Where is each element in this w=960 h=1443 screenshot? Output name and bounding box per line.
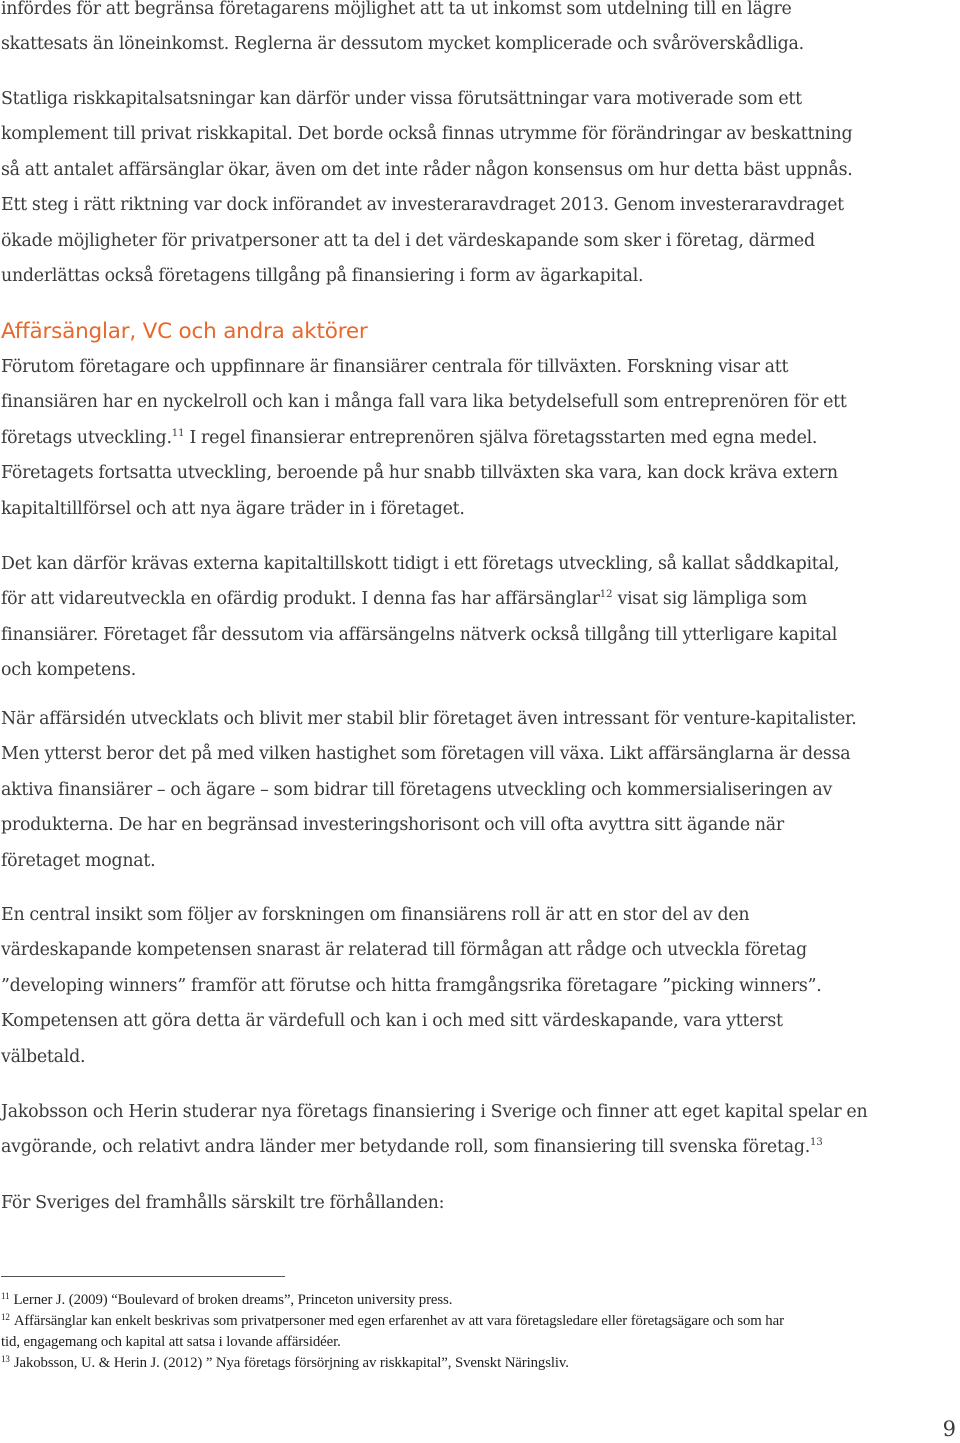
footnote-text: Affärsänglar kan enkelt beskrivas som privatpersoner med egen erfarenhet av att vara företagsledare eller företagsägare och som har	[13, 1313, 784, 1329]
text-line: aktiva finansiärer – och ägare – som bidrar till företagens utveckling och kommersialiseringen av	[1, 779, 833, 800]
text-line: Förutom företagare och uppfinnare är finansiärer centrala för tillväxten. Forskning visar att	[1, 357, 789, 377]
text-line: En central insikt som följer av forskningen om finansiärens roll är att en stor del av den	[1, 905, 750, 925]
paragraph	[1, 1186, 957, 1221]
text-line: ökade möjligheter för privatpersoner att ta del i det värdeskapande som sker i företag, därmed	[1, 230, 815, 251]
footnote-mark: 13	[1, 1354, 10, 1364]
text-line: värdeskapande kompetensen snarast är relaterad till förmågan att rådge och utveckla företag	[1, 940, 807, 961]
footnote-reference[interactable]: 12	[599, 589, 613, 601]
section-heading: Affärsänglar, VC och andra aktörer	[1, 319, 368, 344]
text-line: Jakobsson och Herin studerar nya företags finansiering i Sverige och finner att eget kapital spelar en	[1, 1102, 868, 1122]
text-line: Statliga riskkapitalsatsningar kan därför under vissa förutsättningar vara motiverade som ett	[1, 89, 802, 109]
paragraph	[1, 0, 957, 63]
footnote	[1, 1353, 951, 1374]
paragraph	[1, 82, 957, 294]
text-line: företaget mognat.	[1, 850, 156, 871]
footnote-divider	[1, 1276, 285, 1277]
text-line: så att antalet affärsänglar ökar, även om det inte råder någon konsensus om hur detta bäst uppnås.	[1, 159, 853, 180]
text-line: Men ytterst beror det på med vilken hastighet som företagen vill växa. Likt affärsänglarna är dessa	[1, 744, 851, 765]
text-line: företags utveckling.$^{11}$ I regel finansierar entreprenören själva företagsstarten med egna medel.	[1, 427, 818, 448]
footnotes	[1, 1290, 951, 1374]
text-line: underlättas också företagens tillgång på finansiering i form av ägarkapital.	[1, 266, 644, 287]
text-line: för att vidareutveckla en ofärdig produkt. I denna fas har affärsänglar$^{12}$ visat sig lämpliga som	[1, 589, 808, 610]
paragraph	[1, 350, 957, 527]
paragraph	[1, 547, 957, 689]
paragraph	[1, 898, 957, 1075]
text-line: När affärsidén utvecklats och blivit mer stabil blir företaget även intressant för venture-kapitalister.	[1, 709, 857, 729]
text-line: ”developing winners” framför att förutse och hitta framgångsrika företagare ”picking winners”.	[1, 975, 822, 996]
text-line: Kompetensen att göra detta är värdefull och kan i och med sitt värdeskapande, vara ytterst	[1, 1011, 783, 1032]
footnote-text: Jakobsson, U. & Herin J. (2012) ” Nya företags försörjning av riskkapital”, Svenskt Näringsliv.	[13, 1355, 569, 1371]
text-line: skattesats än löneinkomst. Reglerna är dessutom mycket komplicerade och svåröverskådliga.	[1, 34, 804, 55]
text-line: kapitaltillförsel och att nya ägare träder in i företaget.	[1, 498, 465, 519]
text-line: Ett steg i rätt riktning var dock införandet av investeraravdraget 2013. Genom investeraravdraget	[1, 195, 844, 216]
text-line: produkterna. De har en begränsad investeringshorisont och vill ofta avyttra sitt ägande när	[1, 815, 784, 836]
text-line: Företagets fortsatta utveckling, beroende på hur snabb tillväxten ska vara, kan dock kräva extern	[1, 463, 838, 484]
footnote-reference[interactable]: 11	[171, 427, 185, 439]
text-line: Det kan därför krävas externa kapitaltillskott tidigt i ett företags utveckling, så kallat såddkapital,	[1, 554, 840, 574]
footnote	[1, 1311, 951, 1353]
page-number: 9	[942, 1417, 956, 1441]
text-line: välbetald.	[1, 1046, 86, 1067]
text-line: infördes för att begränsa företagarens möjlighet att ta ut inkomst som utdelning till en lägre	[1, 0, 792, 19]
paragraph	[1, 702, 957, 879]
footnote-mark: 11	[1, 1291, 10, 1301]
footnote	[1, 1290, 951, 1311]
footnote-text: Lerner J. (2009) “Boulevard of broken dreams”, Princeton university press.	[13, 1292, 453, 1308]
footnote-reference[interactable]: 13	[809, 1137, 823, 1149]
text-line: finansiären har en nyckelroll och kan i många fall vara lika betydelsefull som entreprenören för ett	[1, 392, 847, 413]
footnote-text: tid, engagemang och kapital att satsa i lovande affärsidéer.	[1, 1334, 341, 1350]
text-line: komplement till privat riskkapital. Det borde också finnas utrymme för förändringar av beskattning	[1, 124, 853, 145]
text-line: avgörande, och relativt andra länder mer betydande roll, som finansiering till svenska företag.$^{13}$	[1, 1137, 823, 1158]
text-line: och kompetens.	[1, 660, 136, 681]
text-line: För Sveriges del framhålls särskilt tre förhållanden:	[1, 1193, 445, 1213]
paragraph	[1, 1095, 957, 1166]
text-line: finansiärer. Företaget får dessutom via affärsängelns nätverk också tillgång till ytterligare kapital	[1, 624, 838, 645]
footnote-mark: 12	[1, 1312, 10, 1322]
